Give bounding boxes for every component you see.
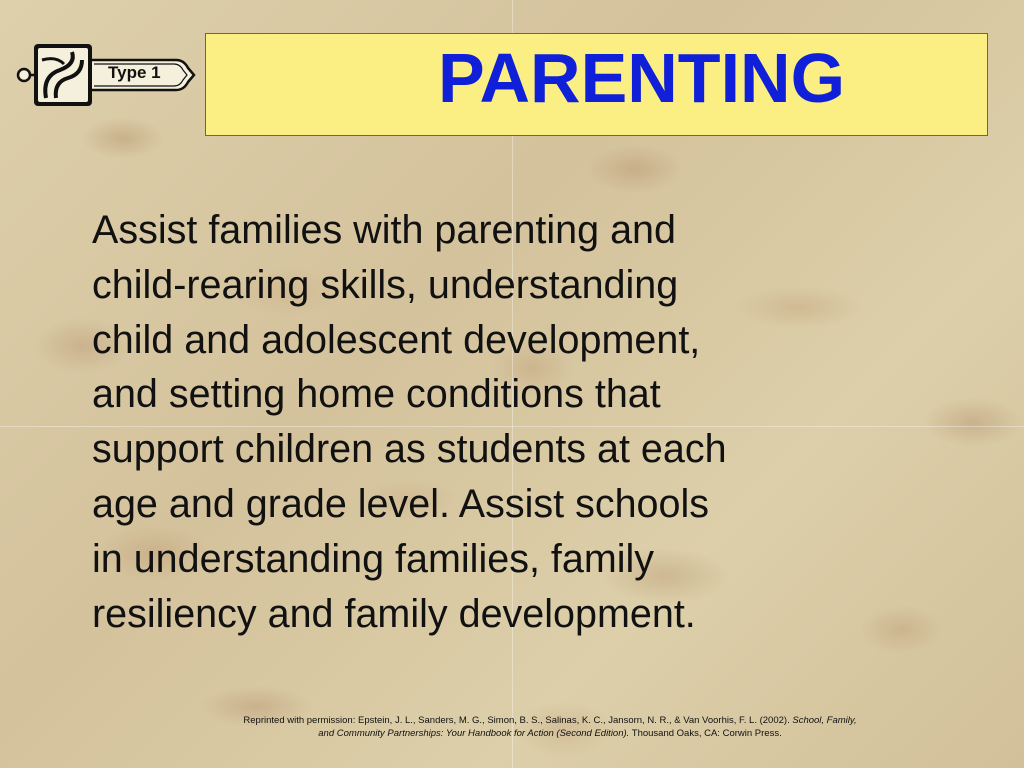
page-title: PARENTING [437,39,846,117]
key-tag-icon [16,40,198,110]
body-paragraph: Assist families with parenting and child-rearing skills, understanding child and adolescent development, and setting home conditions that support children as students at each age and grade level. Assist schools in understanding families, family resiliency and family development. [92,208,727,636]
key-tag-logo [16,40,198,110]
type-label: Type 1 [108,63,161,82]
citation [200,714,900,740]
citation-line1: Reprinted with permission: Epstein, J. L., Sanders, M. G., Simon, B. S., Salinas, K. C., Jansorn, N. R., & Van Voorhis, F. L. (2002). School, Family, [243,715,857,726]
citation-line2: and Community Partnerships: Your Handbook for Action (Second Edition). Thousand Oaks, CA: Corwin Press. [318,728,782,739]
title-banner [205,33,988,136]
